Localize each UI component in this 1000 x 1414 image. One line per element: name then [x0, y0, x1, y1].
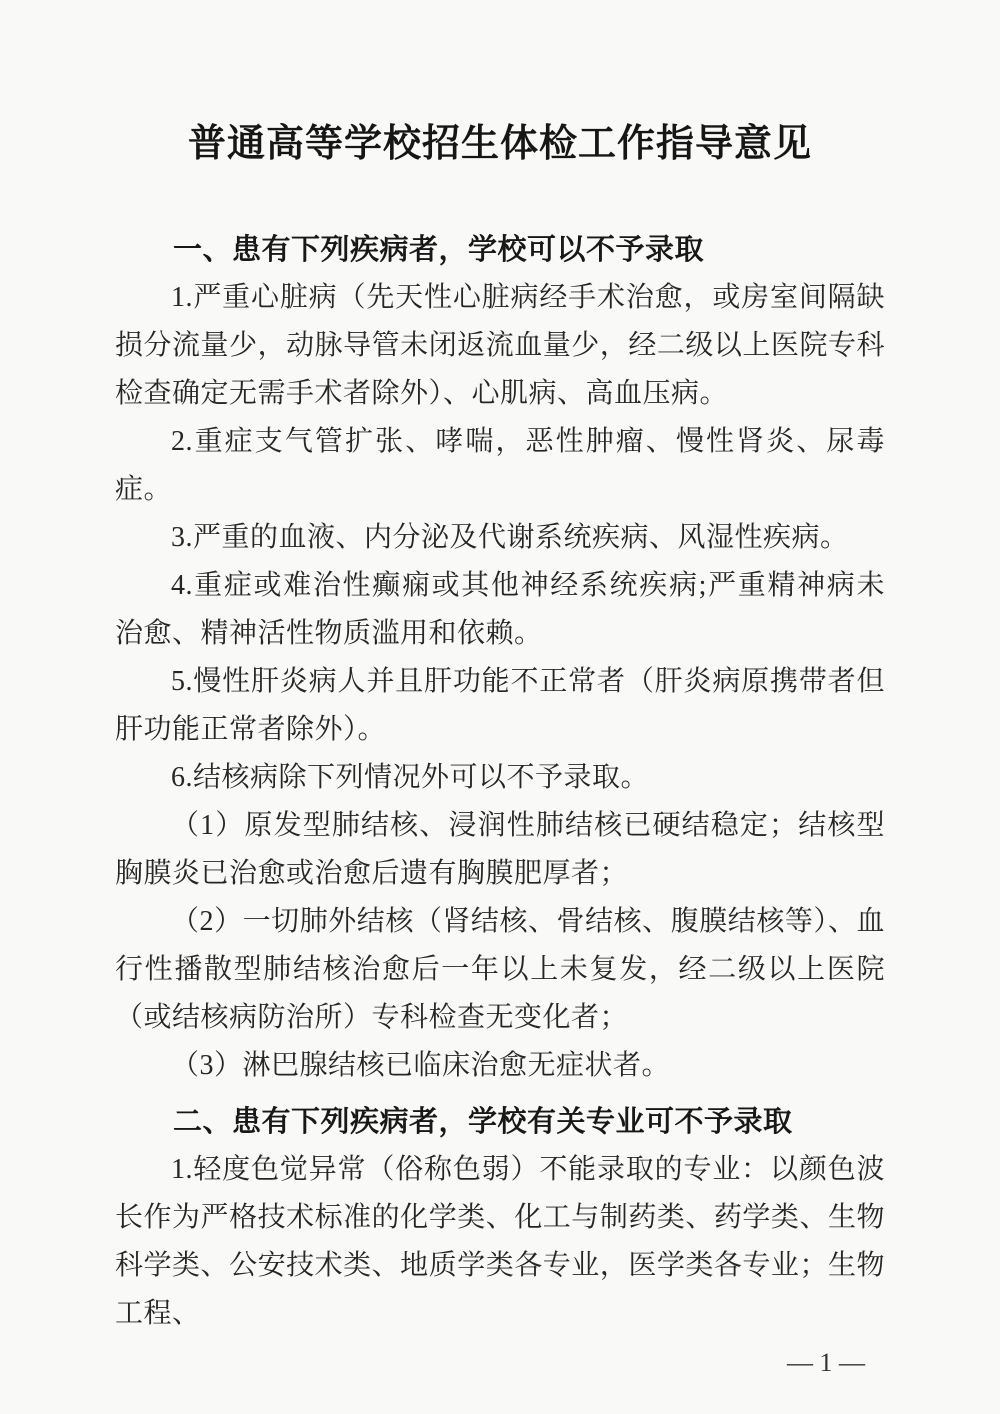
section-1-paragraph-3: 3.严重的血液、内分泌及代谢系统疾病、风湿性疾病。 [171, 522, 849, 553]
document-title: 普通高等学校招生体检工作指导意见 [187, 123, 812, 165]
section-1-paragraph-4: 4.重症或难治性癫痫或其他神经系统疾病;严重精神病未治愈、精神活性物质滥用和依赖。 [115, 570, 885, 649]
document-content [0, 226, 1000, 1338]
section-2-paragraph-1: 1.轻度色觉异常（俗称色弱）不能录取的专业：以颜色波长作为严格技术标准的化学类、化工与制药类、药学类、生物科学类、公安技术类、地质学类各专业，医学类各专业；生物工程、 [115, 1154, 885, 1329]
section-1-paragraph-5: 5.慢性肝炎病人并且肝功能不正常者（肝炎病原携带者但肝功能正常者除外）。 [115, 666, 885, 745]
page-number: — 1 — [787, 1348, 865, 1377]
section-1-paragraph-6: 6.结核病除下列情况外可以不予录取。 [171, 762, 650, 793]
section-1-heading: 一、患有下列疾病者，学校可以不予录取 [173, 234, 705, 266]
section-1-paragraph-2: 2.重症支气管扩张、哮喘，恶性肿瘤、慢性肾炎、尿毒症。 [115, 426, 885, 505]
section-1-subitem-3: （3）淋巴腺结核已临床治愈无症状者。 [171, 1050, 671, 1081]
section-2-heading: 二、患有下列疾病者，学校有关专业可不予录取 [173, 1106, 793, 1138]
section-1-paragraph-1: 1.严重心脏病（先天性心脏病经手术治愈，或房室间隔缺损分流量少，动脉导管未闭返流血量少，经二级以上医院专科检查确定无需手术者除外）、心肌病、高血压病。 [115, 282, 885, 409]
section-1-subitem-2: （2）一切肺外结核（肾结核、骨结核、腹膜结核等）、血行性播散型肺结核治愈后一年以上未复发，经二级以上医院（或结核病防治所）专科检查无变化者； [115, 906, 885, 1033]
section-1-subitem-1: （1）原发型肺结核、浸润性肺结核已硬结稳定；结核型胸膜炎已治愈或治愈后遗有胸膜肥厚者； [115, 810, 885, 889]
